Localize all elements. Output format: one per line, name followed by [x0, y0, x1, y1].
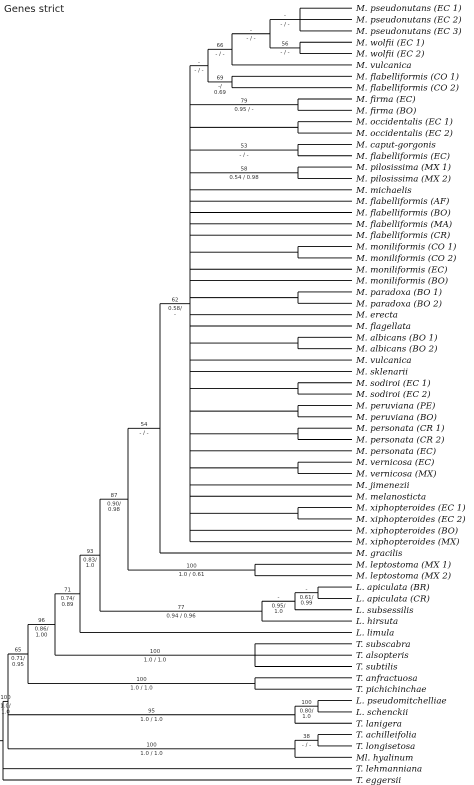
bootstrap-label: 93 [86, 548, 94, 555]
bootstrap-label: 100 [301, 699, 312, 706]
posterior-label: 0.95/ [271, 603, 286, 610]
bootstrap-label: 69 [216, 75, 224, 82]
posterior-label: - / - [280, 21, 290, 28]
taxon-label: M. firma (BO) [356, 106, 417, 117]
taxon-label: M. melanosticta [356, 492, 427, 503]
taxon-label: M. flabelliformis (EC) [356, 151, 451, 162]
taxon-label: M. erecta [356, 310, 398, 321]
posterior-label: - / - [301, 742, 312, 749]
taxon-label: T. longisetosa [356, 741, 416, 752]
taxon-label: L. schenckii [356, 707, 409, 718]
taxon-label: L. subsessilis [356, 605, 414, 616]
taxon-label: M. xiphopteroides (EC 1) [356, 503, 466, 514]
posterior-label: - / - [280, 50, 290, 57]
posterior-label: 0.83/ [83, 557, 97, 564]
taxon-label: M. gracilis [356, 549, 403, 559]
bootstrap-label: - [277, 594, 280, 601]
taxon-label: M. leptostoma (MX 1) [356, 560, 452, 571]
tree-title: Genes strict [4, 4, 65, 15]
posterior-label: 1.0 [85, 563, 95, 570]
taxon-label: M. vernicosa (MX) [356, 469, 437, 480]
tree-branches [0, 8, 352, 780]
bootstrap-label: 96 [38, 618, 45, 625]
bootstrap-label: - [198, 59, 200, 66]
posterior-label: 0.94 / 0.96 [166, 613, 196, 620]
taxon-label: M. pseudonutans (EC 2) [356, 15, 462, 26]
taxon-label: M. vulcanica [356, 60, 412, 71]
posterior-label: 1.0 [302, 714, 311, 721]
posterior-label: 0.71/ [11, 656, 25, 663]
taxon-label: M. flabelliformis (CO 1) [356, 72, 459, 83]
bootstrap-label: 100 [146, 742, 157, 749]
posterior-label: - / - [194, 67, 204, 74]
taxon-label: M. caput-gorgonis [356, 140, 436, 151]
taxon-label: M. sklenarii [356, 367, 408, 378]
posterior-label: 1.0/ [0, 703, 11, 710]
taxon-label: M. flabelliformis (BO) [356, 208, 451, 219]
taxon-label: M. pseudonutans (EC 3) [356, 26, 462, 37]
taxon-label: M. leptostoma (MX 2) [356, 571, 452, 582]
bootstrap-label: 95 [148, 708, 155, 715]
taxon-label: M. wolfii (EC 1) [356, 38, 425, 49]
taxon-labels [355, 3, 466, 785]
taxon-label: M. flabelliformis (MA) [356, 219, 453, 230]
taxon-label: M. pseudonutans (EC 1) [356, 4, 462, 15]
posterior-label: 0.74/ [60, 596, 75, 603]
posterior-label: 1.0 / 1.0 [140, 716, 163, 723]
taxon-label: M. personata (CR 1) [356, 424, 445, 435]
taxon-label: M. flabelliformis (CO 2) [356, 83, 459, 94]
bootstrap-label: 87 [110, 492, 118, 499]
taxon-label: M. flabelliformis (AF) [356, 197, 450, 208]
bootstrap-label: 71 [64, 587, 71, 594]
taxon-label: Ml. hyalinum [356, 753, 414, 764]
taxon-label: L. hirsuta [356, 617, 399, 628]
taxon-label: M. occidentalis (EC 2) [356, 129, 453, 140]
taxon-label: M. flabelliformis (CR) [356, 231, 451, 242]
bootstrap-label: 65 [14, 647, 22, 654]
taxon-label: M. moniliformis (CO 2) [356, 253, 457, 264]
taxon-label: M. vernicosa (EC) [356, 458, 435, 469]
bootstrap-label: 77 [177, 604, 185, 611]
taxon-label: T. achilleifolia [356, 730, 417, 741]
bootstrap-label: - [284, 13, 286, 20]
taxon-label: M. xiphopteroides (BO) [356, 526, 459, 537]
taxon-label: M. pilosissima (MX 2) [356, 174, 451, 185]
taxon-label: M. xiphopteroides (MX) [356, 537, 460, 548]
taxon-label: M. moniliformis (CO 1) [356, 242, 457, 253]
taxon-label: M. pilosissima (MX 1) [356, 163, 451, 174]
taxon-label: L. limula [356, 628, 395, 639]
taxon-label: M. moniliformis (BO) [356, 276, 449, 287]
taxon-label: L. apiculata (CR) [356, 594, 430, 605]
posterior-label: 1.0 / 0.61 [178, 572, 205, 579]
posterior-label: - / - [239, 152, 249, 159]
bootstrap-label: 100 [149, 648, 161, 655]
posterior-label: 0.58/ [168, 305, 182, 312]
taxon-label: M. jimenezii [356, 480, 410, 491]
taxon-label: M. michaelis [356, 185, 412, 196]
posterior-label: 0.61/ [299, 594, 314, 601]
bootstrap-label: 58 [240, 166, 248, 173]
posterior-label: - / - [215, 51, 225, 58]
taxon-label: L. pseudomitchelliae [356, 696, 447, 707]
taxon-label: T. lehmanniana [356, 764, 423, 775]
taxon-label: T. subtilis [356, 662, 398, 673]
taxon-label: T. pichichinchae [356, 685, 427, 696]
taxon-label: T. anfractuosa [356, 673, 418, 684]
posterior-label: - / - [139, 430, 149, 437]
bootstrap-label: 100 [186, 563, 197, 570]
taxon-label: M. moniliformis (EC) [356, 265, 448, 276]
bootstrap-label: 100 [136, 677, 147, 684]
bootstrap-label: 79 [240, 98, 248, 105]
taxon-label: M. paradoxa (BO 1) [356, 287, 442, 298]
posterior-label: 0.54 / 0.98 [229, 174, 259, 181]
taxon-label: M. peruviana (BO) [356, 412, 437, 423]
posterior-label: 0.98 [107, 507, 121, 514]
taxon-label: M. wolfii (EC 2) [356, 49, 425, 60]
taxon-label: M. peruviana (PE) [356, 401, 436, 412]
posterior-label: 0.86/ [34, 626, 49, 633]
posterior-label: 0.95 / - [234, 106, 254, 113]
taxon-label: M. firma (EC) [356, 95, 416, 105]
bootstrap-label: 38 [303, 733, 310, 740]
taxon-label: M. xiphopteroides (EC 2) [356, 514, 466, 525]
taxon-label: M. albicans (BO 2) [356, 344, 438, 355]
bootstrap-label: 66 [216, 42, 224, 49]
posterior-label: 1.0 / 1.0 [140, 750, 163, 757]
posterior-label: 0.89 [61, 601, 74, 608]
taxon-label: M. occidentalis (EC 1) [356, 117, 453, 128]
posterior-label: 0.99 [300, 600, 313, 607]
posterior-label: 0.80/ [299, 708, 314, 715]
posterior-label: 1.0 [274, 609, 283, 616]
taxon-label: M. personata (CR 2) [356, 435, 445, 446]
posterior-label: 1.0 / 1.0 [130, 685, 153, 692]
taxon-label: M. paradoxa (BO 2) [356, 299, 442, 310]
bootstrap-label: 100 [0, 694, 11, 701]
taxon-label: T. lanigera [356, 719, 402, 730]
bootstrap-label: 54 [140, 421, 148, 428]
taxon-label: T. eggersii [356, 776, 402, 785]
taxon-label: M. sodiroi (EC 1) [356, 378, 431, 389]
bootstrap-label: - [250, 27, 252, 34]
taxon-label: T. alsopteris [356, 651, 409, 662]
posterior-label: 0.95 [11, 662, 25, 669]
taxon-label: M. albicans (BO 1) [356, 333, 438, 344]
posterior-label: 1.00 [35, 632, 48, 639]
taxon-label: M. flagellata [356, 322, 411, 332]
taxon-label: M. sodiroi (EC 2) [356, 390, 431, 401]
posterior-label: 1.0 [1, 709, 10, 716]
posterior-label: 0.90/ [107, 501, 121, 508]
taxon-label: L. apiculata (BR) [356, 583, 430, 594]
posterior-label: 0.69 [213, 89, 227, 96]
support-values [0, 13, 313, 757]
bootstrap-label: 56 [281, 41, 289, 48]
bootstrap-label: - [305, 586, 308, 593]
taxon-label: M. vulcanica [356, 356, 412, 367]
posterior-label: -/ [218, 84, 222, 91]
bootstrap-label: 62 [171, 297, 179, 304]
posterior-label: - [174, 311, 176, 318]
posterior-label: 1.0 / 1.0 [143, 657, 167, 664]
bootstrap-label: 53 [240, 143, 248, 150]
taxon-label: T. subscabra [356, 639, 411, 650]
posterior-label: - / - [246, 35, 256, 42]
taxon-label: M. personata (EC) [356, 446, 437, 457]
